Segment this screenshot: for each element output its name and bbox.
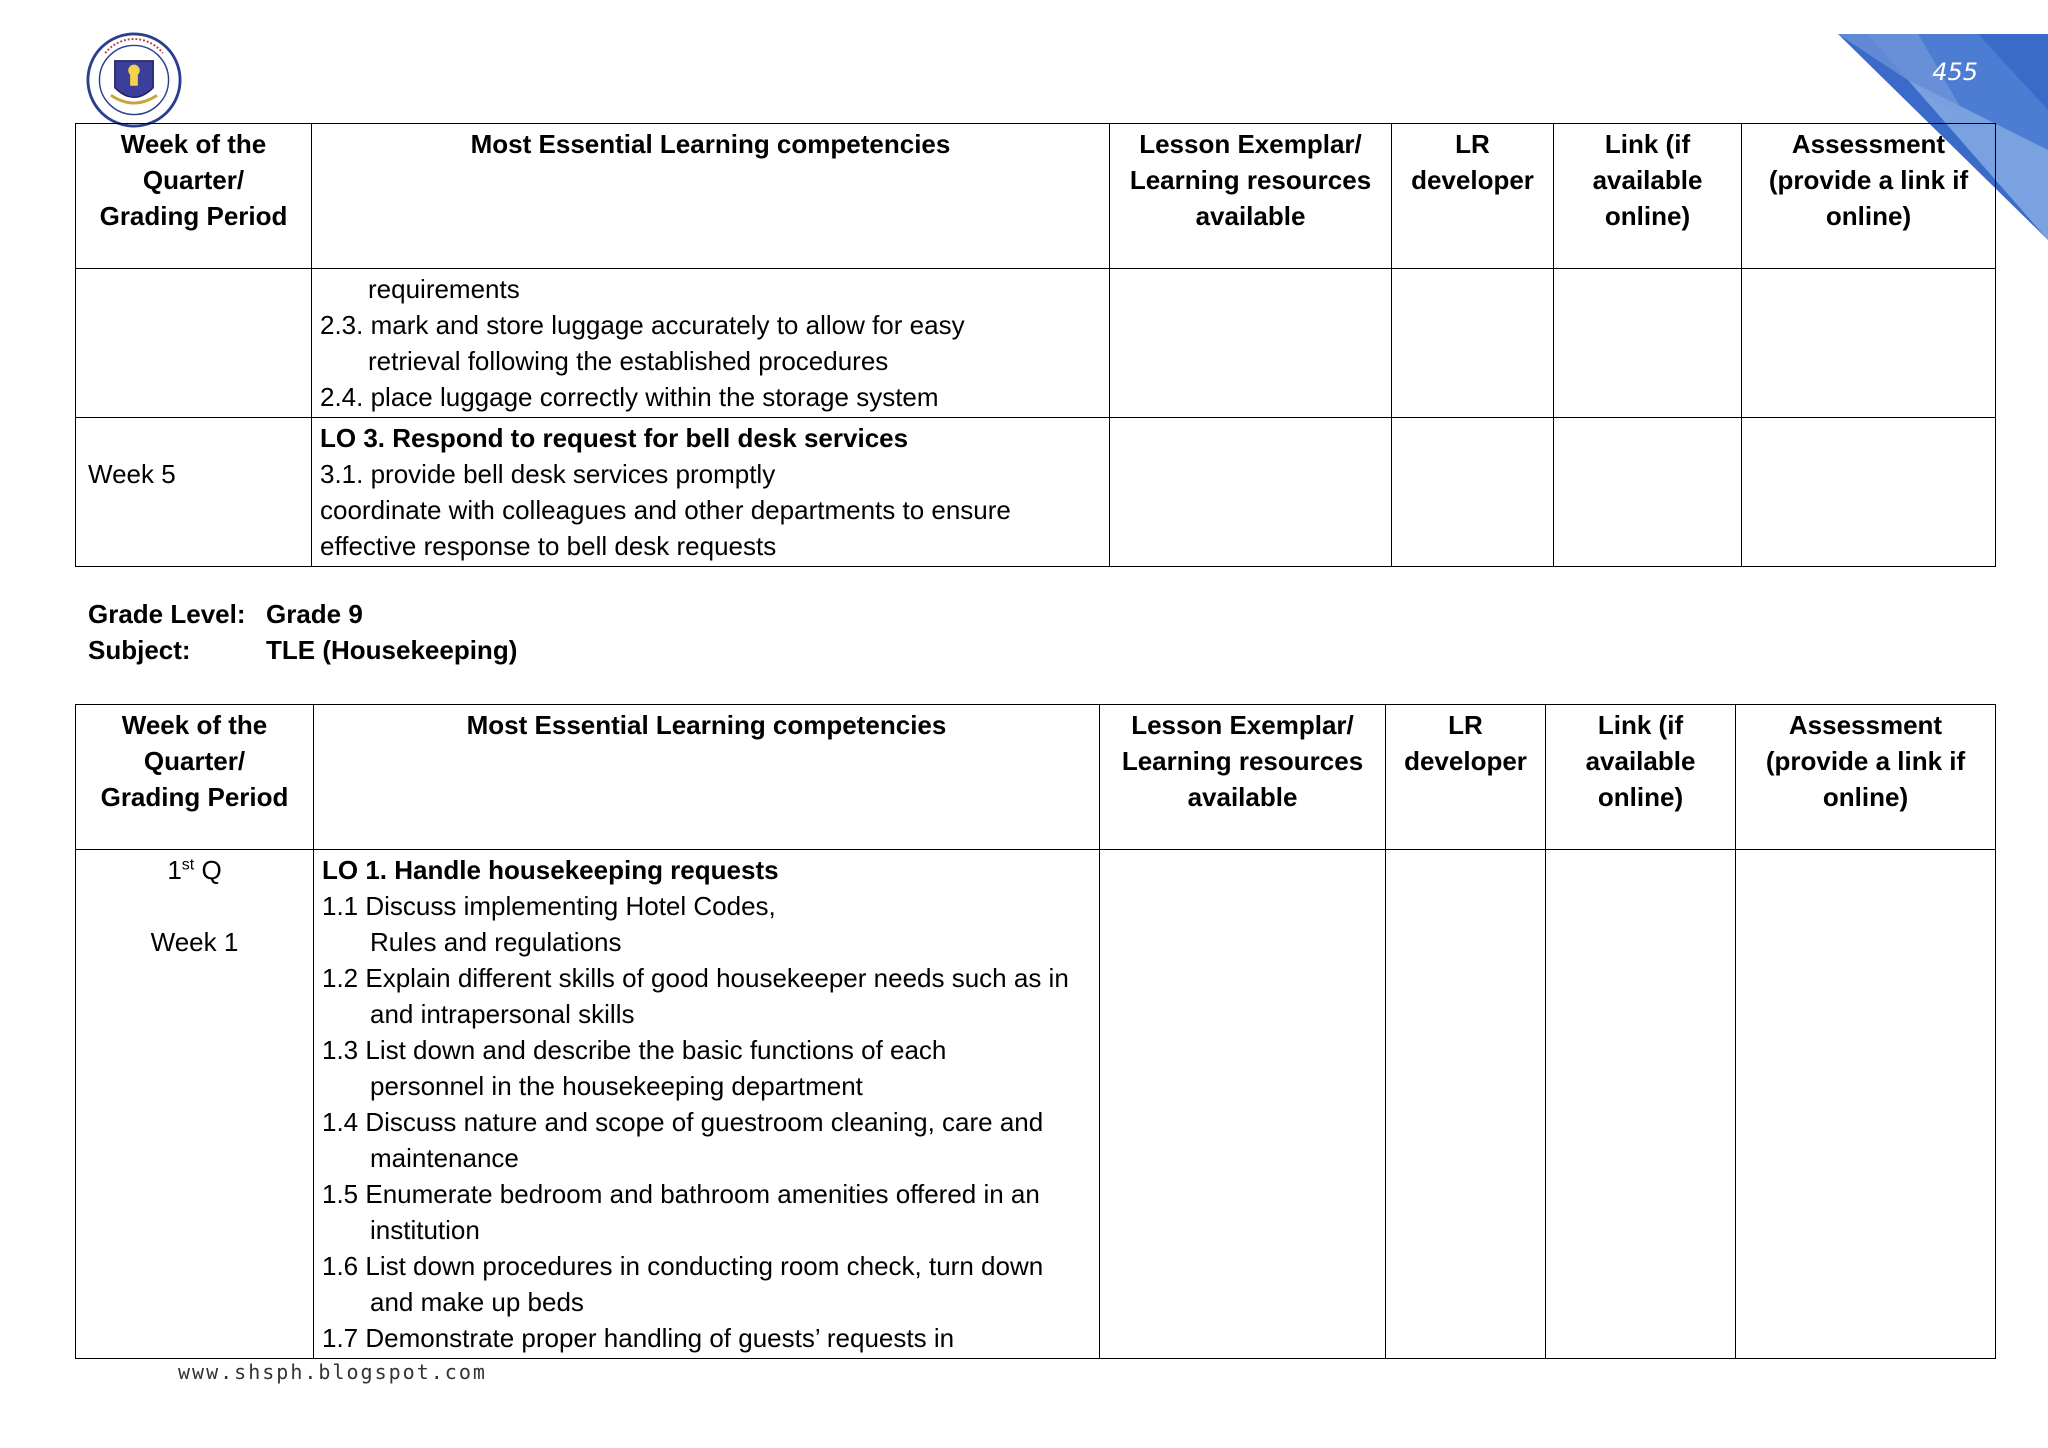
week-cell: Week 5 [76,418,312,567]
week-cell [76,269,312,418]
competency-line: coordinate with colleagues and other departments to ensure [320,495,1011,525]
header-link: Link (if available online) [1554,124,1742,269]
grade-level-label: Grade Level: [88,599,246,629]
header-melc: Most Essential Learning competencies [314,705,1100,850]
table-row [76,269,1996,418]
link-cell [1554,418,1742,567]
subject-label: Subject: [88,635,191,665]
table-header-row [76,124,1996,269]
exemplar-cell [1110,269,1392,418]
header-assessment: Assessment (provide a link if online) [1736,705,1996,850]
competency-line: 1.3 List down and describe the basic functions of each [322,1035,947,1065]
header-exemplar: Lesson Exemplar/ Learning resources available [1100,705,1386,850]
deped-seal-logo [86,32,182,128]
header-week: Week of the Quarter/ Grading Period [76,705,314,850]
assessment-cell [1736,850,1996,1359]
competency-line: 1.1 Discuss implementing Hotel Codes, [322,891,776,921]
melc-table-continued [75,123,1996,567]
quarter-label: 1st Q [167,855,222,885]
competency-line: Rules and regulations [370,927,622,957]
competency-line: 1.4 Discuss nature and scope of guestroom cleaning, care and [322,1107,1044,1137]
week-cell [76,850,314,1359]
header-melc: Most Essential Learning competencies [312,124,1110,269]
grade-level-value: Grade 9 [266,599,363,629]
header-assessment: Assessment (provide a link if online) [1742,124,1996,269]
grade-subject-info [88,596,517,668]
lr-developer-cell [1386,850,1546,1359]
lr-developer-cell [1392,418,1554,567]
header-link: Link (if available online) [1546,705,1736,850]
competency-line: LO 3. Respond to request for bell desk services [320,423,909,453]
header-week: Week of the Quarter/ Grading Period [76,124,312,269]
melc-table-housekeeping [75,704,1996,1359]
exemplar-cell [1100,850,1386,1359]
competency-line: 3.1. provide bell desk services promptly [320,459,776,489]
competency-line: institution [370,1215,480,1245]
competency-line: 2.3. mark and store luggage accurately to allow for easy [320,310,965,340]
competency-line: and intrapersonal skills [370,999,635,1029]
link-cell [1554,269,1742,418]
footer-url: www.shsph.blogspot.com [178,1360,487,1384]
competency-line: 1.7 Demonstrate proper handling of guests’ requests in [322,1323,955,1353]
competency-cell [312,269,1110,418]
competency-line: 1.2 Explain different skills of good housekeeper needs such as in [322,963,1069,993]
table-header-row [76,705,1996,850]
table-row [76,850,1996,1359]
competency-line: LO 1. Handle housekeeping requests [322,855,779,885]
link-cell [1546,850,1736,1359]
page-number: 455 [1932,58,1978,86]
lr-developer-cell [1392,269,1554,418]
week-label: Week 1 [150,927,239,957]
competency-line: 1.5 Enumerate bedroom and bathroom amenities offered in an [322,1179,1040,1209]
competency-line: maintenance [370,1143,519,1173]
competency-line: requirements [368,274,520,304]
header-lr-developer: LR developer [1386,705,1546,850]
competency-line: retrieval following the established procedures [368,346,889,376]
assessment-cell [1742,269,1996,418]
competency-cell [312,418,1110,567]
competency-line: and make up beds [370,1287,584,1317]
competency-line: 2.4. place luggage correctly within the storage system [320,382,939,412]
competency-line: 1.6 List down procedures in conducting room check, turn down [322,1251,1044,1281]
header-exemplar: Lesson Exemplar/ Learning resources available [1110,124,1392,269]
subject-value: TLE (Housekeeping) [266,635,518,665]
competency-cell [314,850,1100,1359]
exemplar-cell [1110,418,1392,567]
competency-line: effective response to bell desk requests [320,531,777,561]
assessment-cell [1742,418,1996,567]
header-lr-developer: LR developer [1392,124,1554,269]
competency-line: personnel in the housekeeping department [370,1071,863,1101]
table-row [76,418,1996,567]
